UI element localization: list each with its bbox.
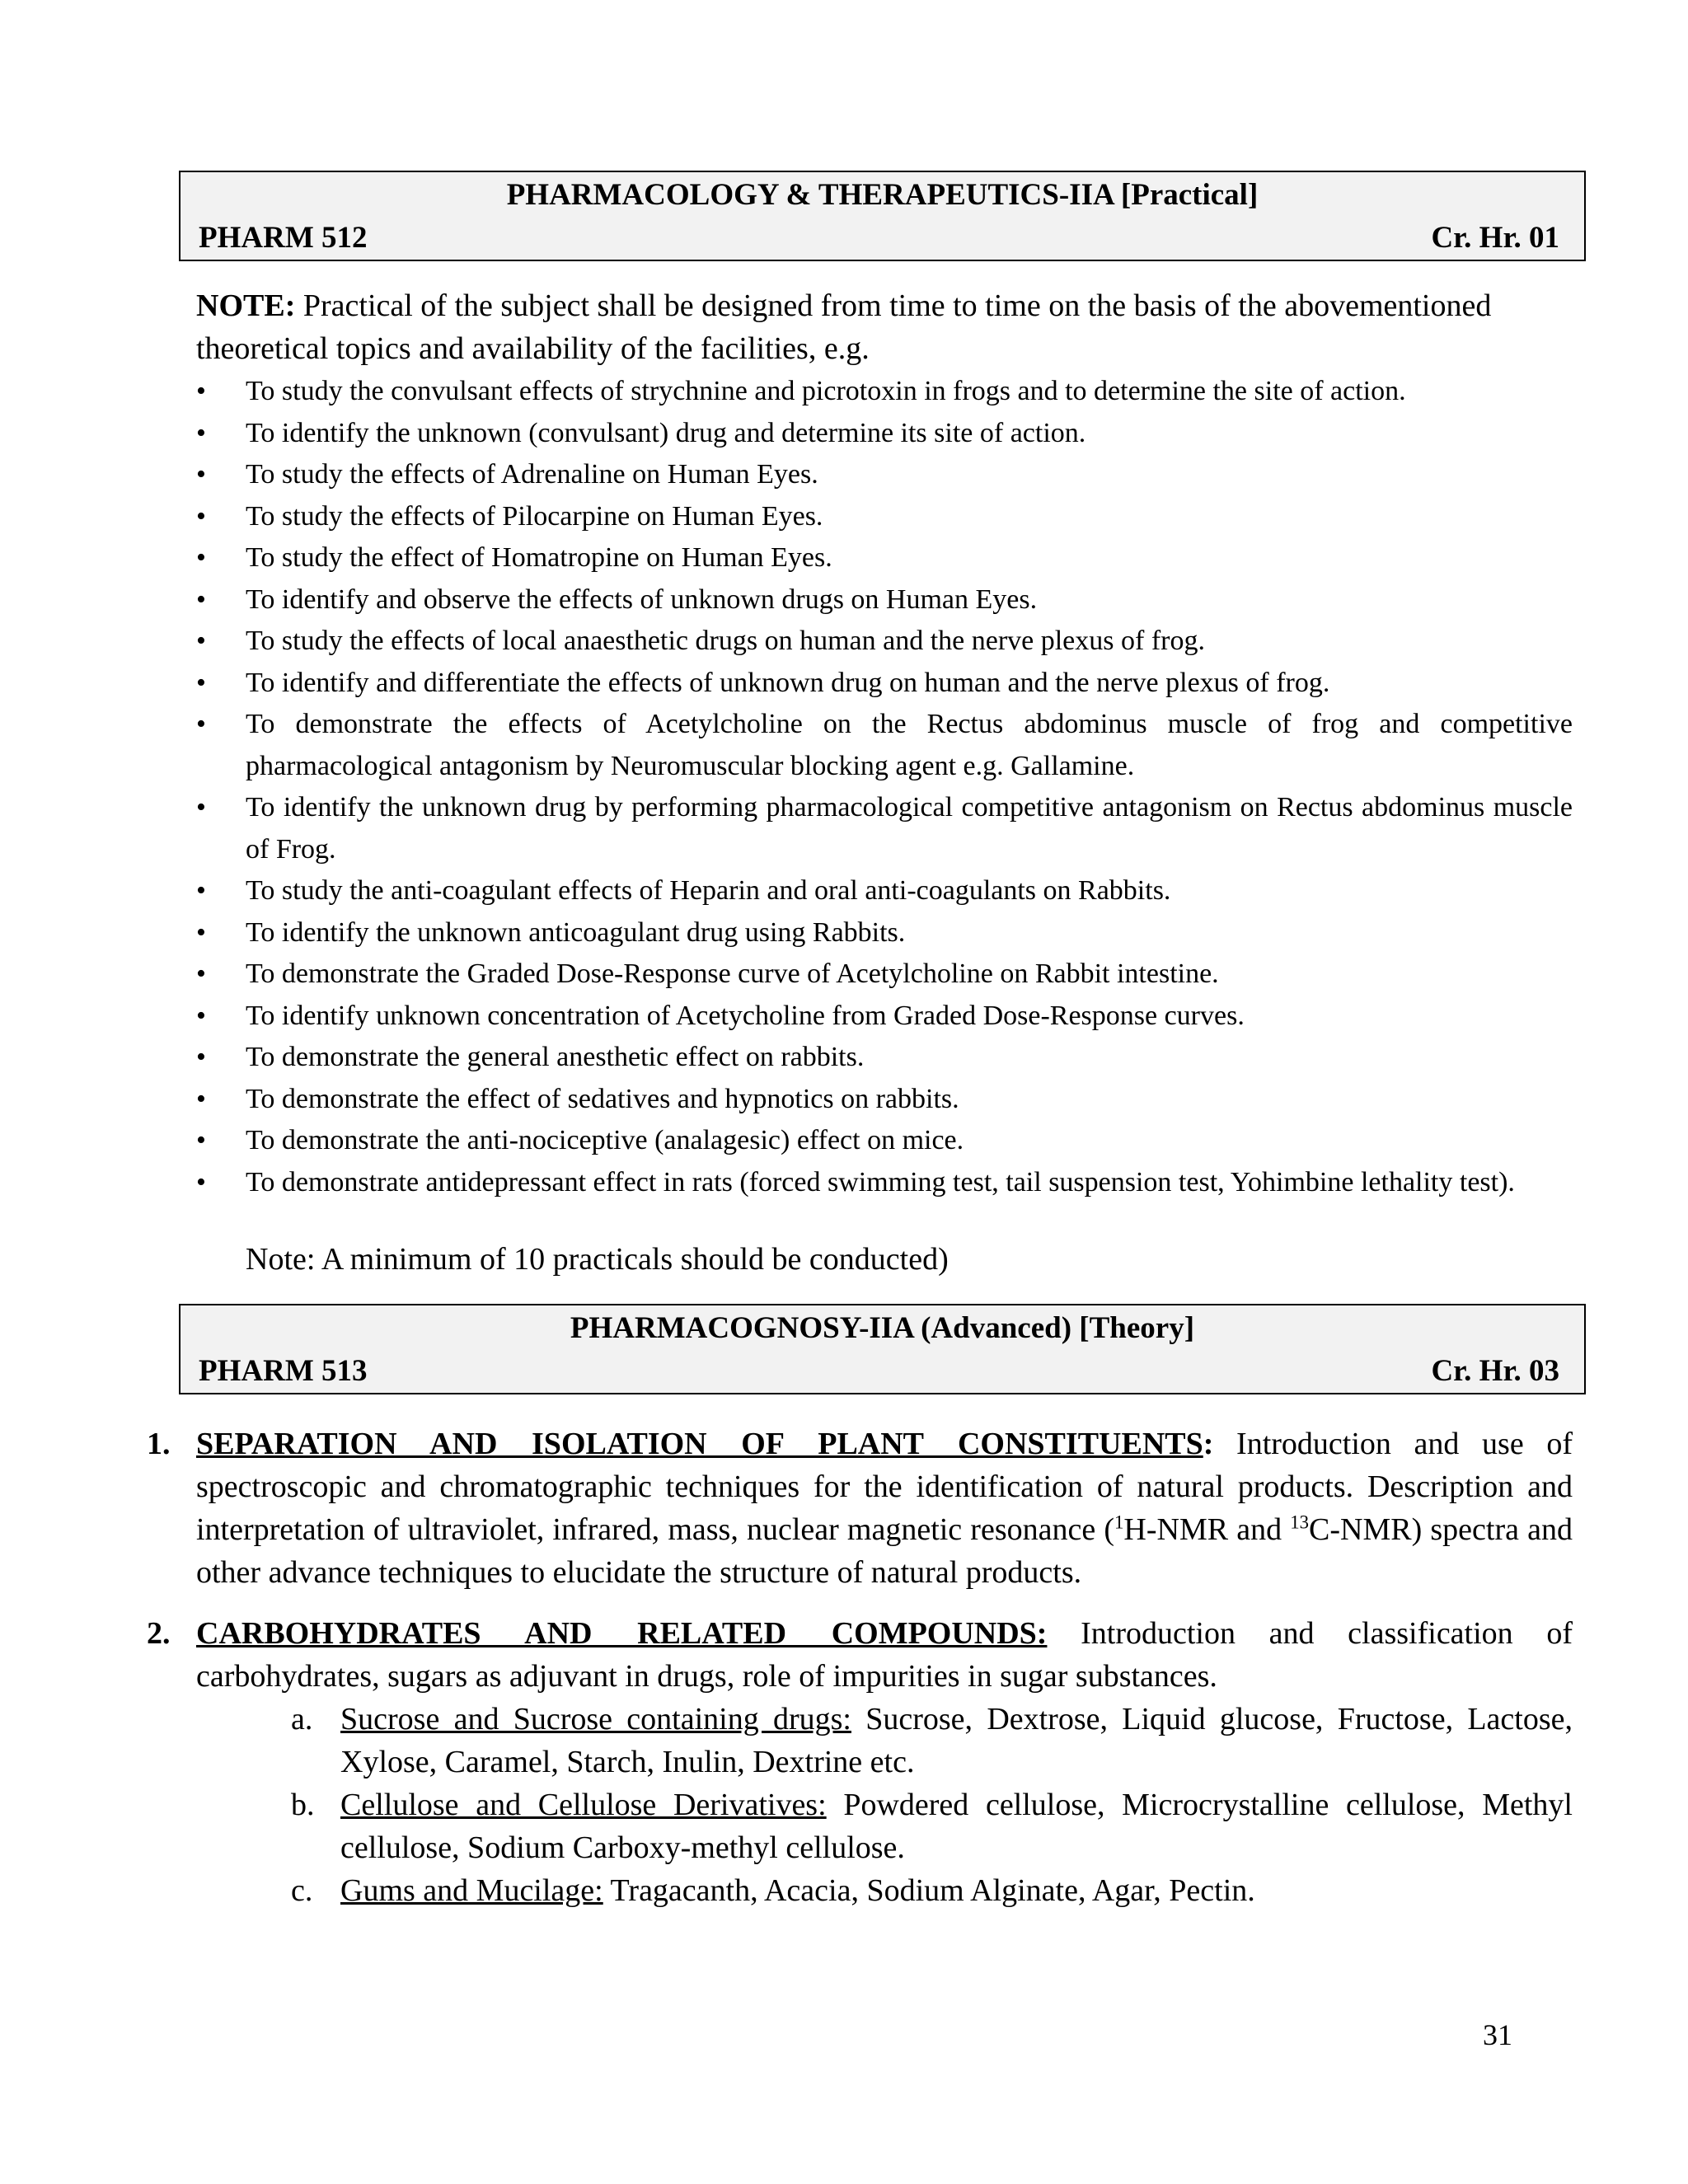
topic-list bbox=[140, 1422, 1573, 1930]
list-item: • To identify and observe the effects of unknown drugs on Human Eyes. bbox=[196, 579, 1573, 621]
practical-note bbox=[196, 284, 1573, 370]
subtopic-item: a. Sucrose and Sucrose containing drugs: Sucrose, Dextrose, Liquid glucose, Fructose, Lactose, Xylose, Caramel, Starch, Inulin, Dextrine etc. bbox=[291, 1702, 1573, 1779]
subtopic-heading: Sucrose and Sucrose containing drugs: bbox=[340, 1702, 851, 1736]
topic-item: 1. SEPARATION AND ISOLATION OF PLANT CONSTITUENTS: Introduction and use of spectroscopic and chromatographic techniques for the identification of natural products. Description and interpretation of ultraviolet, infrared, mass, nuclear magnetic resonance ($^1$H-NMR and $^{13}$C-NMR) spectra and other advance techniques to elucidate the structure of natural products. bbox=[140, 1422, 1573, 1594]
topic-heading: SEPARATION AND ISOLATION OF PLANT CONSTITUENTS bbox=[196, 1427, 1203, 1461]
topic-number: 1. bbox=[147, 1427, 171, 1461]
list-item: • To demonstrate the Graded Dose-Response curve of Acetylcholine on Rabbit intestine. bbox=[196, 954, 1573, 996]
topic-item: 2. CARBOHYDRATES AND RELATED COMPOUNDS: Introduction and classification of carbohydrates, sugars as adjuvant in drugs, role of impurities in sugar substances. a. Sucrose and Sucrose containing drugs: Sucrose, Dextrose, Liquid glucose, Fructose, Lactose, Xylose, Caramel, Starch, Inulin, Dextrine etc. b. Cellulose and Cellulose Derivatives: Powdered cellulose, Microcrystalline cellulose, Methyl cellulose, Sodium Carboxy-methyl cellulose. c. Gums and Mucilage: Tragacanth, Acacia, Sodium Alginate, Agar, Pectin. bbox=[140, 1612, 1573, 1912]
subtopic-item: c. Gums and Mucilage: Tragacanth, Acacia, Sodium Alginate, Agar, Pectin. bbox=[291, 1873, 1255, 1908]
list-item: • To demonstrate the anti-nociceptive (analagesic) effect on mice. bbox=[196, 1120, 1573, 1162]
course-header-pharm-513 bbox=[179, 1304, 1586, 1394]
note-label: NOTE: bbox=[196, 288, 296, 323]
bullet-icon: • bbox=[196, 1125, 206, 1155]
bullet-icon: • bbox=[196, 1000, 206, 1031]
list-item: • To study the convulsant effects of strychnine and picrotoxin in frogs and to determine the site of action. bbox=[196, 371, 1573, 413]
course-code: PHARM 513 bbox=[199, 1354, 368, 1388]
bullet-icon: • bbox=[196, 667, 206, 698]
subtopic-list bbox=[291, 1698, 1573, 1912]
list-item: • To demonstrate the general anesthetic effect on rabbits. bbox=[196, 1037, 1573, 1079]
bullet-icon: • bbox=[196, 709, 206, 739]
bullet-icon: • bbox=[196, 417, 206, 448]
list-item: • To study the effects of Pilocarpine on Human Eyes. bbox=[196, 496, 1573, 538]
credit-hours: Cr. Hr. 01 bbox=[1431, 221, 1559, 255]
list-item: • To demonstrate antidepressant effect in rats (forced swimming test, tail suspension test, Yohimbine lethality test). bbox=[196, 1162, 1573, 1204]
bullet-icon: • bbox=[196, 500, 206, 532]
list-item: • To identify the unknown anticoagulant drug using Rabbits. bbox=[196, 912, 1573, 954]
bullet-icon: • bbox=[196, 875, 206, 906]
list-item: • To identify the unknown drug by performing pharmacological competitive antagonism on Rectus abdominus muscle of Frog. bbox=[196, 787, 1573, 870]
list-item: • To study the anti-coagulant effects of Heparin and oral anti-coagulants on Rabbits. bbox=[196, 870, 1573, 912]
subtopic-heading: Cellulose and Cellulose Derivatives: bbox=[340, 1788, 827, 1822]
page-number: 31 bbox=[1483, 2018, 1512, 2051]
bullet-icon: • bbox=[196, 459, 206, 490]
list-item: • To identify unknown concentration of Acetycholine from Graded Dose-Response curves. bbox=[196, 996, 1573, 1038]
bullet-icon: • bbox=[196, 958, 206, 989]
course-header-pharm-512 bbox=[179, 171, 1586, 261]
course-title: PHARMACOLOGY & THERAPEUTICS-IIA [Practical] bbox=[506, 178, 1259, 212]
bullet-icon: • bbox=[196, 626, 206, 656]
topic-heading: CARBOHYDRATES AND RELATED COMPOUNDS: bbox=[196, 1616, 1048, 1651]
bullet-icon: • bbox=[196, 792, 206, 823]
bullet-icon: • bbox=[196, 376, 206, 406]
bullet-icon: • bbox=[196, 916, 206, 948]
bullet-icon: • bbox=[196, 583, 206, 615]
note-text: Practical of the subject shall be designed from time to time on the basis of the abovementioned theoretical topics and availability of the facilities, e.g. bbox=[196, 288, 1492, 366]
subtopic-item: b. Cellulose and Cellulose Derivatives: Powdered cellulose, Microcrystalline cellulose, Methyl cellulose, Sodium Carboxy-methyl cellulose. bbox=[291, 1788, 1573, 1865]
minimum-practicals-note: Note: A minimum of 10 practicals should be conducted) bbox=[246, 1242, 949, 1277]
list-item: • To identify and differentiate the effects of unknown drug on human and the nerve plexus of frog. bbox=[196, 663, 1573, 705]
list-item: • To study the effects of Adrenaline on Human Eyes. bbox=[196, 454, 1573, 496]
credit-hours: Cr. Hr. 03 bbox=[1431, 1354, 1559, 1388]
subtopic-heading: Gums and Mucilage: bbox=[340, 1873, 603, 1908]
list-item: • To study the effect of Homatropine on Human Eyes. bbox=[196, 537, 1573, 579]
list-item: • To demonstrate the effects of Acetylcholine on the Rectus abdominus muscle of frog and competitive pharmacological antagonism by Neuromuscular blocking agent e.g. Gallamine. bbox=[196, 704, 1573, 787]
bullet-icon: • bbox=[196, 1166, 206, 1197]
list-item: • To demonstrate the effect of sedatives and hypnotics on rabbits. bbox=[196, 1079, 1573, 1121]
course-title: PHARMACOGNOSY-IIA (Advanced) [Theory] bbox=[570, 1311, 1195, 1345]
list-item: • To study the effects of local anaesthetic drugs on human and the nerve plexus of frog. bbox=[196, 621, 1573, 663]
bullet-icon: • bbox=[196, 542, 206, 573]
topic-number: 2. bbox=[147, 1616, 171, 1651]
list-item: • To identify the unknown (convulsant) drug and determine its site of action. bbox=[196, 413, 1573, 455]
bullet-icon: • bbox=[196, 1042, 206, 1072]
course-code: PHARM 512 bbox=[199, 221, 368, 255]
bullet-icon: • bbox=[196, 1083, 206, 1114]
practical-list bbox=[196, 371, 1573, 1203]
